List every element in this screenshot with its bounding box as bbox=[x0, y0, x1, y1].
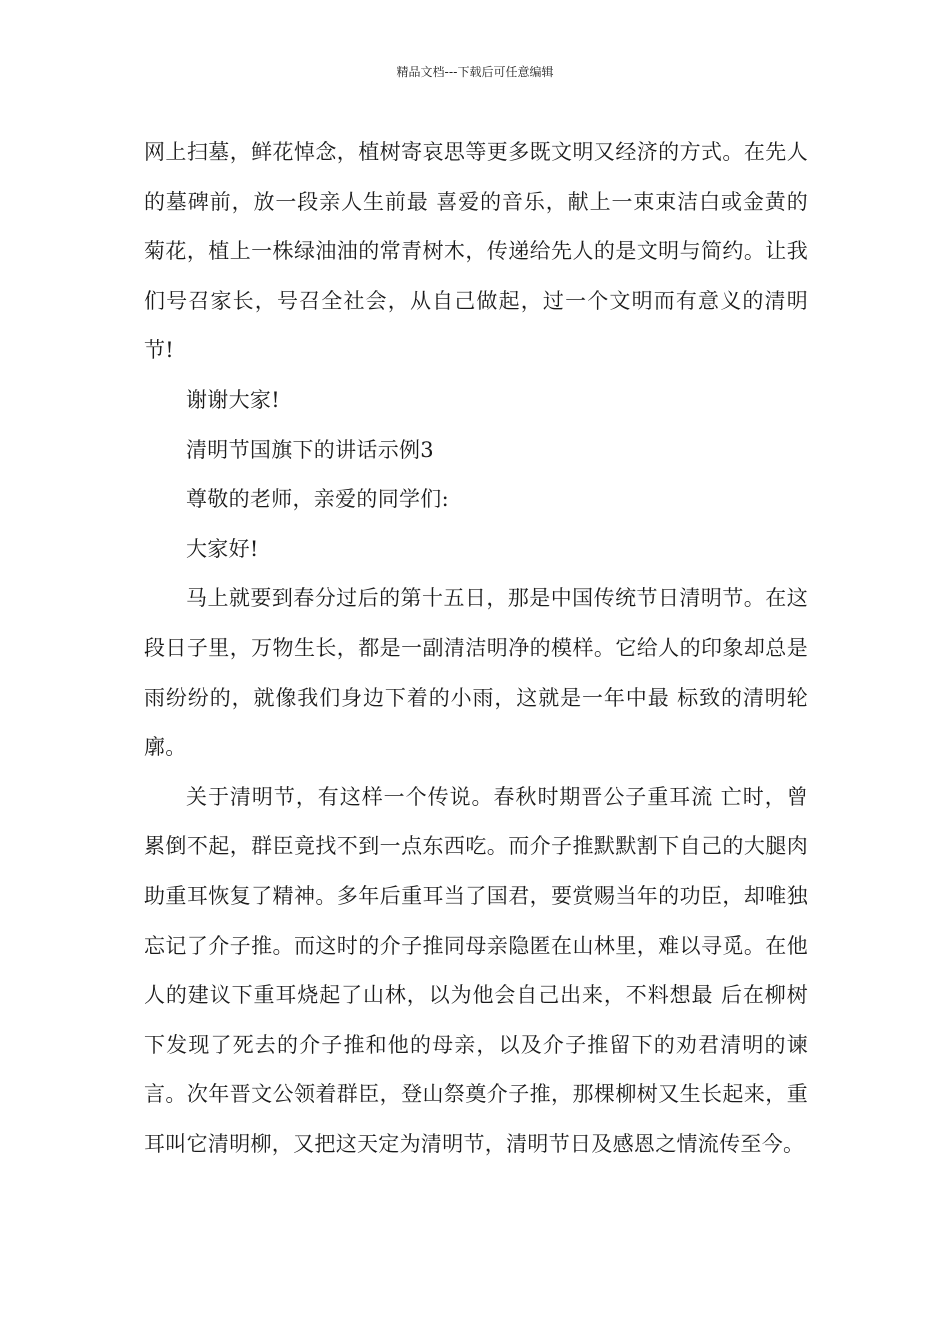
paragraph-thanks: 谢谢大家! bbox=[186, 387, 280, 412]
paragraph-body: 马上就要到春分过后的第十五日，那是中国传统节日清明节。在这段日子里，万物生长，都是一副清洁明净的模样。它给人的印象却总是雨纷纷的，就像我们身边下着的小雨，这就是一年中最 标致的清明轮廓。 bbox=[144, 586, 808, 760]
paragraph-continuation: 网上扫墓，鲜花悼念，植树寄哀思等更多既文明又经济的方式。在先人的墓碑前，放一段亲人生前最 喜爱的音乐，献上一束束洁白或金黄的菊花，植上一株绿油油的常青树木，传递给先人的是文明与简约。让我们号召家长，号召全社会，从自己做起，过一个文明而有意义的清明节! bbox=[144, 140, 808, 363]
document-body bbox=[144, 128, 808, 1169]
paragraph-salutation: 尊敬的老师，亲爱的同学们: bbox=[186, 487, 449, 512]
paragraph-body: 关于清明节，有这样一个传说。春秋时期晋公子重耳流 亡时，曾累倒不起，群臣竟找不到一点东西吃。而介子推默默割下自己的大腿肉助重耳恢复了精神。多年后重耳当了国君，要赏赐当年的功臣，却唯独忘记了介子推。而这时的介子推同母亲隐匿在山林里，难以寻觅。在他人的建议下重耳烧起了山林，以为他会自己出来，不料想最 后在柳树下发现了死去的介子推和他的母亲，以及介子推留下的劝君清明的谏言。次年晋文公领着群臣，登山祭奠介子推，那棵柳树又生长起来，重耳叫它清明柳，又把这天定为清明节，清明节日及感恩之情流传至今。 bbox=[144, 784, 808, 1156]
section-heading: 清明节国旗下的讲话示例3 bbox=[186, 437, 434, 462]
page-header: 精品文档---下载后可任意编辑 bbox=[396, 65, 554, 79]
paragraph-greeting: 大家好! bbox=[186, 536, 259, 561]
